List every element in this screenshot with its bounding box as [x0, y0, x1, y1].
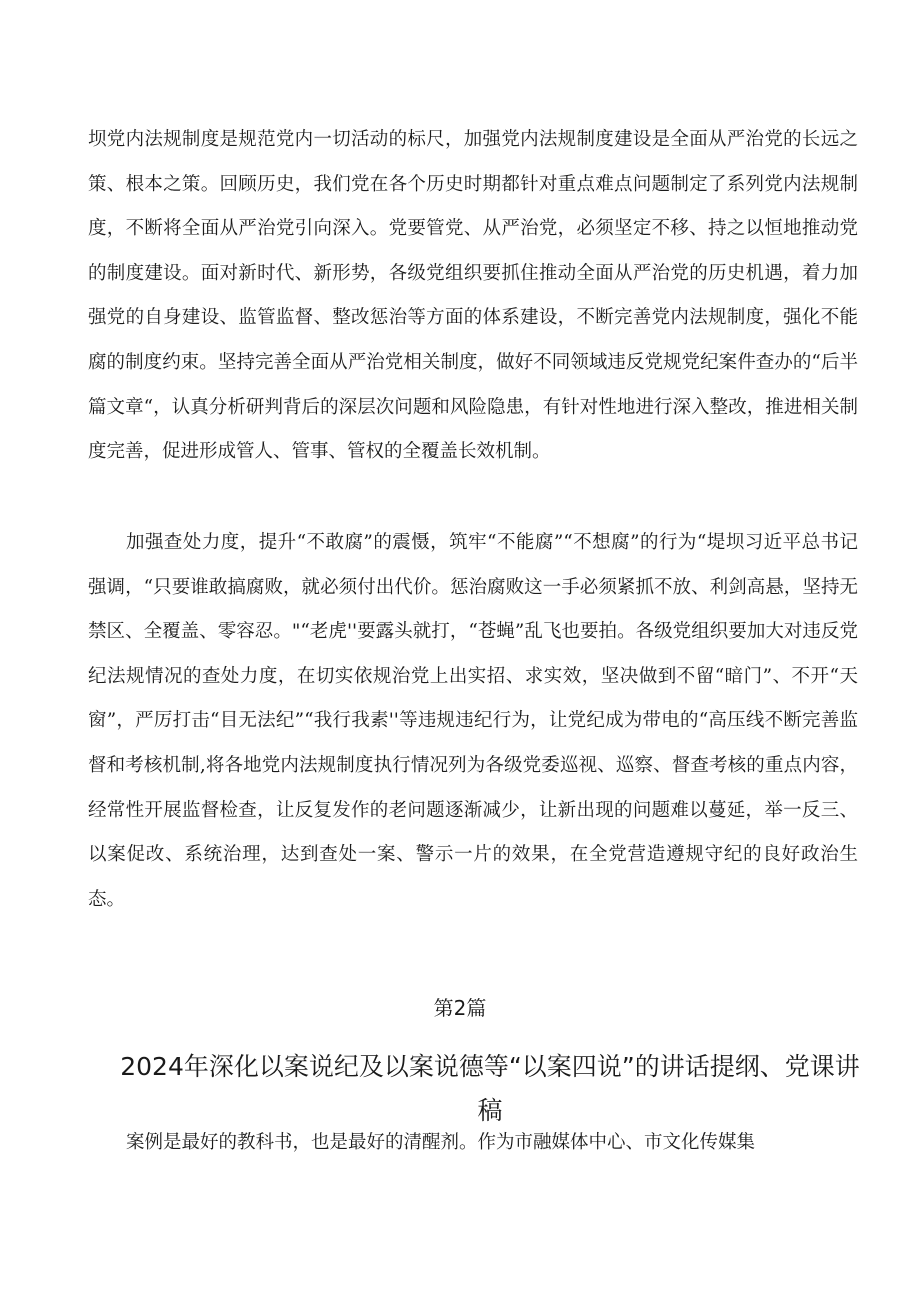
section-label: 第2篇 [433, 996, 487, 1020]
document-title: 2024年深化以案说纪及以案说德等“以案四说”的讲话提纲、党课讲稿 [120, 1052, 860, 1125]
body-paragraph-1: 坝党内法规制度是规范党内一切活动的标尺，加强党内法规制度建设是全面从严治党的长远之策、根本之策。回顾历史，我们党在各个历史时期都针对重点难点问题制定了系列党内法规制度，不断将全面从严治党引向深入。党要管党、从严治党，必须坚定不移、持之以恒地推动党的制度建设。面对新时代、新形势，各级党组织要抓住推动全面从严治党的历史机遇，着力加强党的自身建设、监管监督、整改惩治等方面的体系建设，不断完善党内法规制度，强化不能腐的制度约束。坚持完善全面从严治党相关制度，做好不同领域违反党规党纪案件查办的“后半篇文章“，认真分析研判背后的深层次问题和风险隐患，有针对性地进行深入整改，推进相关制度完善，促进形成管人、管事、管权的全覆盖长效机制。 [88, 129, 858, 463]
body-paragraph-2: 加强查处力度，提升“不敢腐”的震慑，筑牢“不能腐”“不想腐”的行为“堤坝习近平总书记强调，“只要谁敢搞腐败，就必须付出代价。惩治腐败这一手必须紧抓不放、利剑高悬，坚持无禁区、全覆盖、零容忍。"“老虎''要露头就打，“苍蝇”乱飞也要拍。各级党组织要加大对违反党纪法规情况的查处力度，在切实依规治党上出实招、求实效，坚决做到不留“暗门”、不开“天窗”，严厉打击“目无法纪”“我行我素''等违规违纪行为，让党纪成为带电的“高压线不断完善监督和考核机制,将各地党内法规制度执行情况列为各级党委巡视、巡察、督查考核的重点内容，经常性开展监督检查，让反复发作的老问题逐渐减少，让新出现的问题难以蔓延，举一反三、以案促改、系统治理，达到查处一案、警示一片的效果，在全党营造遵规守纪的良好政治生态。 [88, 532, 858, 910]
body-paragraph-3: 案例是最好的教科书，也是最好的清醒剂。作为市融媒体中心、市文化传媒集 [126, 1132, 756, 1153]
